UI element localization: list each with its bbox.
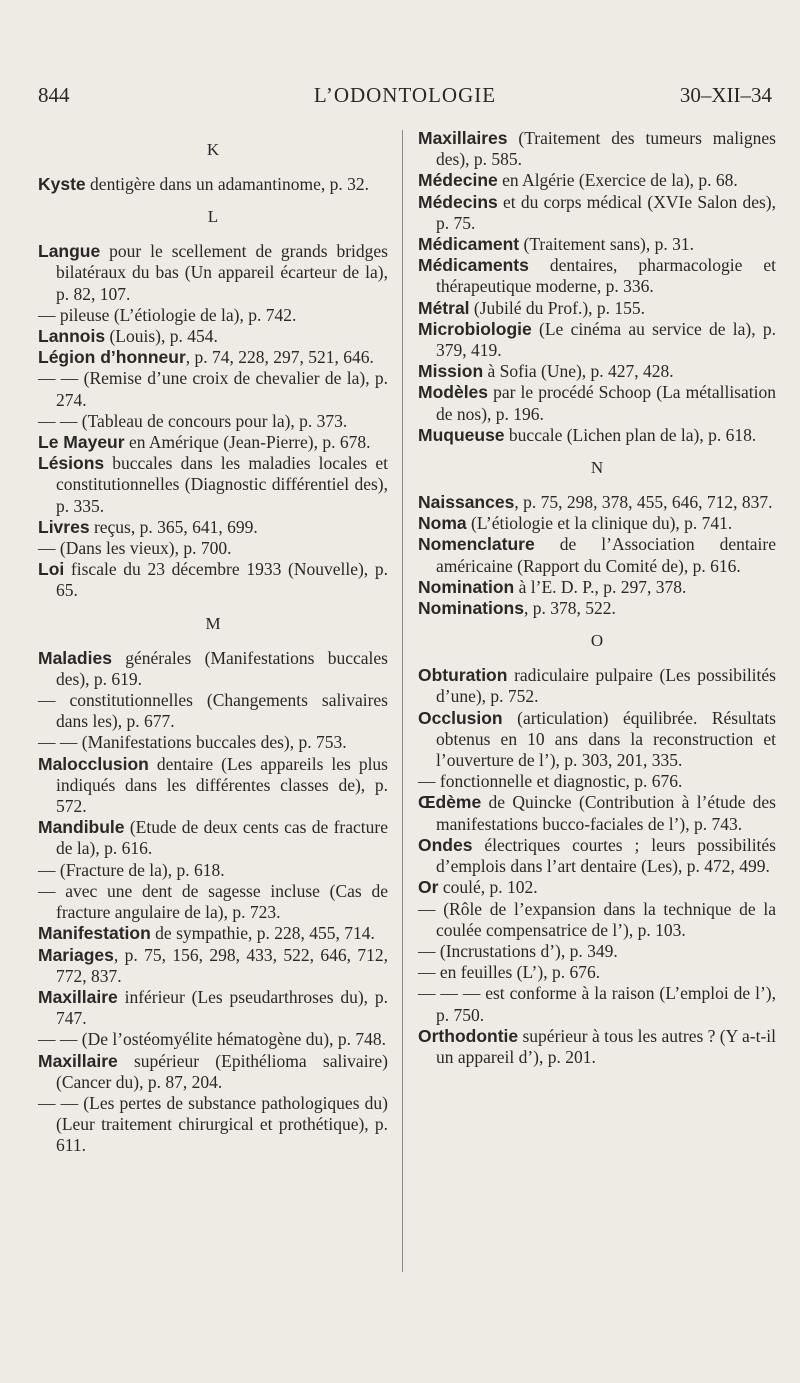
left-column	[38, 128, 388, 1157]
index-entry	[418, 708, 776, 772]
index-entry	[38, 860, 388, 881]
index-entry	[38, 732, 388, 753]
issue-date: 30–XII–34	[679, 83, 772, 107]
entry-text: (Traitement sans), p. 31.	[519, 234, 694, 255]
index-entry	[418, 192, 776, 234]
index-entry	[418, 983, 776, 1025]
page-header	[38, 83, 772, 113]
index-entry	[38, 517, 388, 538]
entry-text: (L’étiologie et la clinique du), p. 741.	[466, 513, 733, 534]
entry-headword: Kyste	[38, 174, 86, 194]
entry-text: buccales dans les maladies locales et constitutionnelles (Diagnostic différentiel des), p. 335.	[56, 453, 388, 516]
entry-headword: Nomenclature	[418, 534, 535, 555]
index-entry	[418, 513, 776, 534]
index-entry	[38, 368, 388, 410]
entry-headword: Langue	[38, 241, 101, 262]
entry-text: — (Rôle de l’expansion dans la technique de la coulée compensatrice de l’), p. 103.	[418, 898, 776, 940]
entry-text: coulé, p. 102.	[438, 877, 538, 898]
entry-headword: Maxillaire	[38, 986, 118, 1007]
journal-title: L’ODONTOLOGIE	[313, 83, 497, 107]
entry-text: pour le scellement de grands bridges bilatéraux du bas (Un appareil écarteur de la), p. 82, 107.	[56, 241, 388, 304]
entry-headword: Mission	[418, 361, 484, 382]
entry-text: radiculaire pulpaire (Les possibilités d’une), p. 752.	[436, 665, 776, 707]
index-entry	[38, 987, 388, 1029]
entry-text: (Louis), p. 454.	[105, 326, 218, 347]
section-letter: N	[590, 458, 604, 478]
entry-text: de sympathie, p. 228, 455, 714.	[150, 923, 375, 944]
entry-headword: Maxillaire	[38, 1050, 118, 1071]
index-entry	[418, 255, 776, 297]
entry-text: reçus, p. 365, 641, 699.	[89, 516, 258, 537]
entry-headword: Orthodontie	[418, 1025, 519, 1046]
entry-text: par le procédé Schoop (La métallisation de nos), p. 196.	[436, 382, 776, 424]
entry-headword: Lannois	[38, 326, 106, 347]
entry-headword: Œdème	[418, 792, 482, 813]
index-entry	[38, 538, 388, 559]
index-entry	[38, 305, 388, 326]
index-entry	[418, 382, 776, 424]
index-entry	[38, 1093, 388, 1157]
section-letter: K	[206, 140, 220, 159]
index-entry	[418, 170, 776, 191]
entry-headword: Mandibule	[38, 817, 125, 838]
index-entry	[38, 453, 388, 517]
index-entry	[418, 492, 776, 513]
entry-text: — (Fracture de la), p. 618.	[38, 859, 225, 880]
entry-headword: Métral	[418, 297, 470, 318]
entry-headword: Médicaments	[418, 255, 529, 276]
index-entry	[418, 835, 776, 877]
entry-text: en Amérique (Jean-Pierre), p. 678.	[124, 432, 371, 453]
entry-text: inférieur (Les pseudarthroses du), p. 747.	[56, 986, 388, 1029]
entry-text: fiscale du 23 décembre 1933 (Nouvelle), p. 65.	[56, 559, 388, 601]
index-entry	[38, 347, 388, 368]
index-entry	[38, 241, 388, 305]
entry-headword: Nominations	[418, 598, 524, 619]
index-entry	[418, 665, 776, 707]
entry-text: (Etude de deux cents cas de fracture de la), p. 616.	[56, 817, 388, 859]
entry-text: à Sofia (Une), p. 427, 428.	[483, 361, 674, 382]
entry-text: — (Dans les vieux), p. 700.	[38, 538, 232, 559]
entry-headword: Maladies	[38, 647, 112, 668]
index-entry	[418, 877, 776, 898]
entry-text: — — (Tableau de concours pour la), p. 373.	[38, 410, 348, 431]
entry-text: , p. 74, 228, 297, 521, 646.	[185, 347, 374, 368]
section-letter: O	[590, 631, 604, 651]
column-divider	[402, 130, 403, 1272]
index-entry	[418, 598, 776, 619]
entry-text: , p. 378, 522.	[523, 598, 616, 619]
entry-headword: Nomination	[418, 576, 515, 597]
entry-text: — — (De l’ostéomyélite hématogène du), p. 748.	[38, 1029, 386, 1050]
entry-text: de Quincke (Contribution à l’étude des manifestations bucco-faciales de l’), p. 743.	[436, 792, 776, 834]
entry-text: dentaires, pharmacologie et thérapeutique moderne, p. 336.	[436, 255, 776, 297]
entry-text: , p. 75, 156, 298, 433, 522, 646, 712, 772, 837.	[56, 944, 388, 986]
entry-text: électriques courtes ; leurs possibilités d’emplois dans l’art dentaire (Les), p. 472, 499.	[436, 834, 776, 877]
entry-headword: Noma	[418, 513, 467, 534]
index-entry	[418, 298, 776, 319]
index-entry	[38, 648, 388, 690]
entry-text: — fonctionnelle et diagnostic, p. 676.	[418, 771, 683, 792]
index-entry	[418, 128, 776, 170]
entry-text: et du corps médical (XVIe Salon des), p. 75.	[436, 191, 776, 233]
index-entry	[418, 962, 776, 983]
section-letter: L	[207, 207, 219, 227]
entry-text: , p. 75, 298, 378, 455, 646, 712, 837.	[514, 492, 773, 513]
entry-text: en Algérie (Exercice de la), p. 68.	[497, 170, 738, 191]
index-entry	[38, 754, 388, 818]
index-entry	[38, 690, 388, 732]
entry-headword: Malocclusion	[38, 753, 149, 774]
entry-headword: Naissances	[418, 492, 515, 513]
entry-text: générales (Manifestations buccales des), p. 619.	[56, 647, 388, 689]
entry-text: à l’E. D. P., p. 297, 378.	[514, 576, 687, 597]
entry-text: (Traitement des tumeurs malignes des), p. 585.	[436, 128, 776, 170]
entry-headword: Le Mayeur	[38, 432, 125, 453]
entry-text: de l’Association dentaire américaine (Rapport du Comité de), p. 616.	[436, 534, 776, 576]
entry-headword: Mariages	[38, 944, 114, 965]
entry-headword: Occlusion	[418, 707, 503, 728]
index-entry	[418, 771, 776, 792]
index-entry	[418, 899, 776, 941]
index-entry	[38, 817, 388, 859]
index-entry	[38, 1029, 388, 1050]
index-entry	[38, 174, 388, 195]
entry-text: dentaire (Les appareils les plus indiqués dans les différentes classes de), p. 572.	[56, 753, 388, 817]
entry-text: — — (Les pertes de substance pathologiques du) (Leur traitement chirurgical et prothétique), p. 611.	[38, 1092, 388, 1156]
entry-headword: Livres	[38, 516, 90, 537]
entry-text: supérieur à tous les autres ? (Y a-t-il un appareil d’), p. 201.	[436, 1025, 776, 1067]
entry-text: dentigère dans un adamantinome, p. 32.	[85, 174, 369, 194]
entry-text: — constitutionnelles (Changements salivaires dans les), p. 677.	[38, 690, 388, 732]
entry-headword: Médicament	[418, 234, 520, 255]
page-number: 844	[38, 83, 70, 107]
index-entry	[38, 881, 388, 923]
index-entry	[418, 234, 776, 255]
entry-text: — avec une dent de sagesse incluse (Cas de fracture angulaire de la), p. 723.	[38, 880, 388, 923]
entry-text: — (Incrustations d’), p. 349.	[418, 940, 618, 961]
entry-text: (articulation) équilibrée. Résultats obtenus en 10 ans dans la reconstruction et l’ouverture de l’), p. 303, 201, 335.	[436, 707, 776, 771]
entry-headword: Obturation	[418, 665, 508, 686]
index-entry	[38, 945, 388, 987]
index-entry	[418, 361, 776, 382]
index-entry	[418, 319, 776, 361]
section-letter: M	[205, 613, 221, 633]
index-entry	[418, 1026, 776, 1068]
index-entry	[38, 1051, 388, 1093]
index-entry	[418, 534, 776, 576]
entry-headword: Maxillaires	[418, 128, 508, 148]
entry-headword: Ondes	[418, 834, 473, 855]
entry-headword: Muqueuse	[418, 424, 505, 445]
entry-headword: Médecine	[418, 170, 498, 191]
index-entry	[418, 577, 776, 598]
index-entry	[38, 923, 388, 944]
index-entry	[38, 326, 388, 347]
entry-headword: Légion d’honneur	[38, 347, 186, 368]
entry-text: — — (Manifestations buccales des), p. 753.	[38, 732, 347, 753]
entry-text: — — — est conforme à la raison (L’emploi de l’), p. 750.	[418, 983, 776, 1025]
index-entry	[38, 559, 388, 601]
index-entry	[418, 425, 776, 446]
entry-headword: Médecins	[418, 191, 498, 212]
entry-text: — en feuilles (L’), p. 676.	[418, 962, 601, 983]
index-entry	[418, 941, 776, 962]
entry-headword: Manifestation	[38, 923, 151, 944]
entry-text: (Le cinéma au service de la), p. 379, 419.	[436, 318, 776, 361]
index-entry	[38, 432, 388, 453]
entry-headword: Or	[418, 877, 439, 898]
entry-text: — — (Remise d’une croix de chevalier de la), p. 274.	[38, 368, 388, 410]
index-entry	[38, 411, 388, 432]
entry-headword: Microbiologie	[418, 318, 532, 339]
entry-text: — pileuse (L’étiologie de la), p. 742.	[38, 304, 297, 325]
entry-text: (Jubilé du Prof.), p. 155.	[469, 297, 646, 318]
entry-text: buccale (Lichen plan de la), p. 618.	[504, 424, 757, 445]
index-entry	[418, 792, 776, 834]
entry-headword: Modèles	[418, 382, 489, 403]
entry-headword: Loi	[38, 559, 65, 580]
entry-headword: Lésions	[38, 453, 105, 474]
entry-text: supérieur (Epithélioma salivaire) (Cancer du), p. 87, 204.	[56, 1050, 388, 1092]
right-column	[418, 128, 776, 1068]
